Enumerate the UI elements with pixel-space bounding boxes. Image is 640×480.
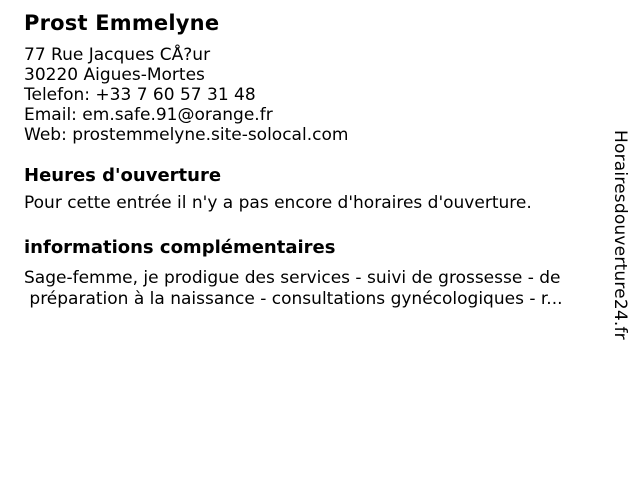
address-city-line: 30220 Aigues-Mortes [24,65,205,85]
address-street-line: 77 Rue Jacques CÅ?ur [24,45,211,65]
email-line: Email: em.safe.91@orange.fr [24,105,273,125]
website-line: Web: prostemmelyne.site-solocal.com [24,125,349,145]
opening-hours-text: Pour cette entrée il n'y a pas encore d'horaires d'ouverture. [24,193,532,213]
opening-hours-heading: Heures d'ouverture [24,165,222,186]
additional-info-line-1: Sage-femme, je prodigue des services - suivi de grossesse - de [24,268,561,288]
contact-block [24,45,599,145]
site-watermark-vertical-text: Horairesdouverture24.fr [610,130,630,340]
additional-info-text [24,268,599,310]
listing-content [24,0,599,310]
additional-info-line-2: préparation à la naissance - consultations gynécologiques - r... [24,289,563,309]
phone-line: Telefon: +33 7 60 57 31 48 [24,85,256,105]
business-name-heading: Prost Emmelyne [24,11,220,35]
additional-info-heading: informations complémentaires [24,237,336,258]
